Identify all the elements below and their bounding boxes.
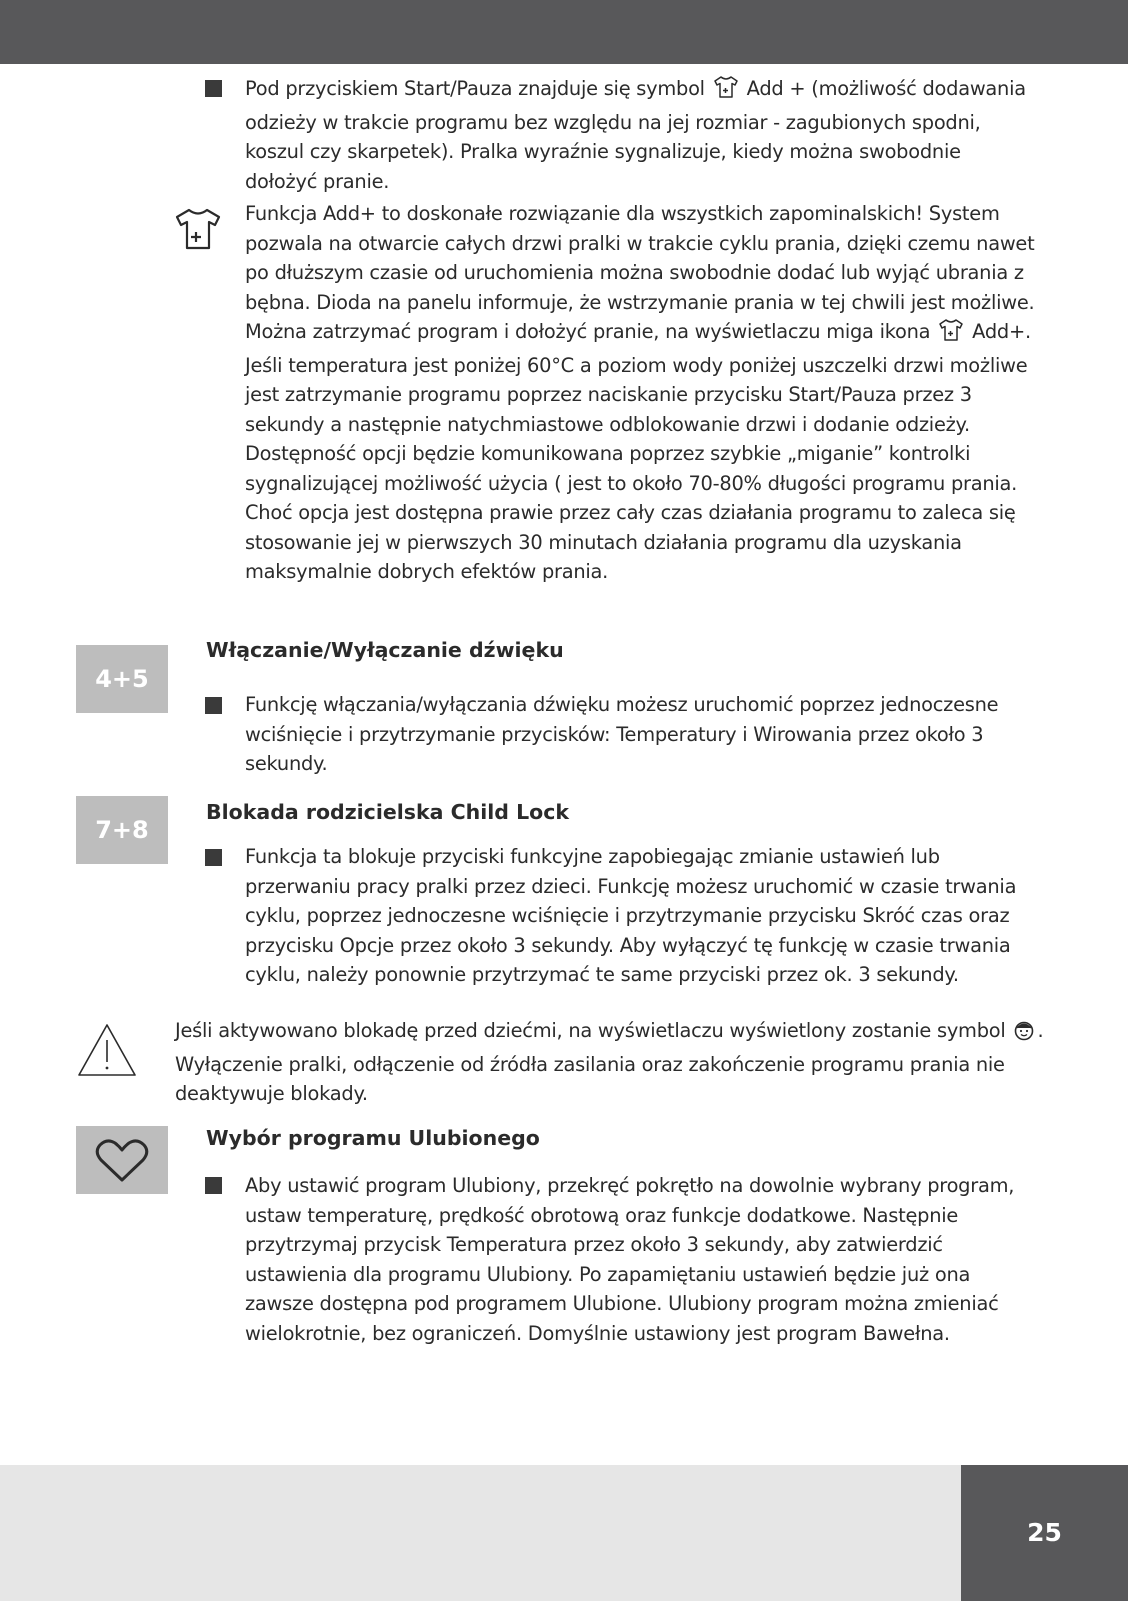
warning-triangle-icon [76,1022,138,1082]
childlock-bullet-paragraph: Funkcja ta blokuje przyciski funkcyjne zapobiegając zmianie ustawień lub przerwaniu pracy pralki przez dzieci. Funkcję możesz uruchomić w czasie trwania cyklu, poprzez jednoczesne wciśnięcie i przytrzymanie przycisku Skróć czas oraz przycisku Opcje przez około 3 sekundy. Aby wyłączyć tę funkcję w czasie trwania cyklu, należy ponownie przytrzymać te same przyciski przez ok. 3 sekundy. [245,845,1017,986]
childlock-button-combo-box: 7+8 [76,796,168,864]
header-bar [0,0,1128,64]
bullet-square [205,849,222,866]
favorite-section-title: Wybór programu Ulubionego [206,1126,540,1150]
footer-bar [0,1465,961,1601]
bullet-square [205,80,222,97]
page-number: 25 [961,1465,1128,1601]
favorite-bullet-paragraph: Aby ustawić program Ulubiony, przekręć pokrętło na dowolnie wybrany program, ustaw temperaturę, prędkość obrotową oraz funkcje dodatkowe. Następnie przytrzymaj przycisk Temperatura przez około 3 sekundy, aby zatwierdzić ustawienia dla programu Ulubiony. Po zapamiętaniu ustawień będzie już ona zawsze dostępna pod programem Ulubione. Ulubiony program można zmieniać wielokrotnie, bez ograniczeń. Domyślnie ustawiony jest program Bawełna. [245,1174,1015,1345]
bullet-square [205,697,222,714]
add-note-paragraph: Funkcja Add+ to doskonałe rozwiązanie dla wszystkich zapominalskich! System pozwala na otwarcie całych drzwi pralki w trakcie cyklu prania, dzięki czemu nawet po dłuższym czasie od uruchomienia można swobodnie dodać lub wyjąć ubrania z bębna. Dioda na panelu informuje, że wstrzymanie prania w tej chwili jest możliwe. Można zatrzymać program i dołożyć pranie, na wyświetlaczu miga ikona Add+. Jeśli temperatura jest poniżej 60°C a poziom wody poniżej uszczelki drzwi możliwe jest zatrzymanie programu poprzez naciskanie przycisku Start/Pauza przez 3 sekundy a następnie natychmiastowe odblokowanie drzwi i dodanie odzieży. Dostępność opcji będzie komunikowana poprzez szybkie „miganie” kontrolki sygnalizującej możliwość użycia ( jest to około 70-80% długości programu prania. Choć opcja jest dostępna prawie przez cały czas działania programu to zaleca się stosowanie jej w pierwszych 30 minutach działania programu dla uzyskania maksymalnie dobrych efektów prania. [245,202,1035,583]
sound-section-title: Włączanie/Wyłączanie dźwięku [206,638,564,662]
warning-paragraph: Jeśli aktywowano blokadę przed dziećmi, na wyświetlaczu wyświetlony zostanie symbol . Wyłączenie pralki, odłączenie od źródła zasilania oraz zakończenie programu prania nie deaktywuje blokady. [175,1019,1044,1105]
bullet-square [205,1177,222,1194]
shirt-plus-icon [938,318,964,351]
child-face-icon [1013,1019,1035,1050]
sound-bullet-paragraph: Funkcję włączania/wyłączania dźwięku możesz uruchomić poprzez jednoczesne wciśnięcie i przytrzymanie przycisków: Temperatury i Wirowania przez około 3 sekundy. [245,693,999,775]
heart-icon [95,1138,149,1184]
shirt-plus-icon [713,75,739,108]
favorite-icon-box [76,1126,168,1194]
shirt-plus-icon [174,207,222,255]
childlock-section-title: Blokada rodzicielska Child Lock [206,800,570,824]
add-bullet-paragraph: Pod przyciskiem Start/Pauza znajduje się symbol Add + (możliwość dodawania odzieży w trakcie programu bez względu na jej rozmiar - zagubionych spodni, koszul czy skarpetek). Pralka wyraźnie sygnalizuje, kiedy można swobodnie dołożyć pranie. [245,77,1026,193]
sound-button-combo-box: 4+5 [76,645,168,713]
